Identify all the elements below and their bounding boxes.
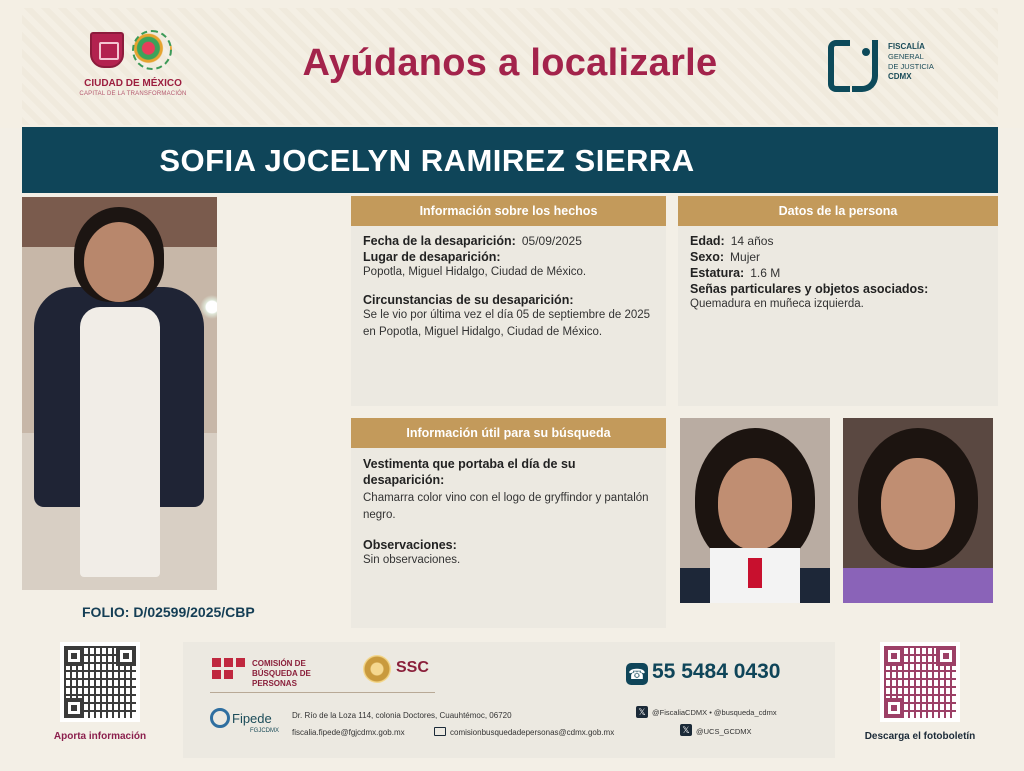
hechos-heading: Información sobre los hechos xyxy=(351,196,666,226)
name-banner xyxy=(22,127,998,193)
fgj-logo-text xyxy=(888,42,998,82)
busqueda-heading: Información útil para su búsqueda xyxy=(351,418,666,448)
circ-label: Circunstancias de su desaparición: xyxy=(363,293,574,307)
social-handles-2[interactable]: @UCS_GCDMX xyxy=(696,727,752,736)
fgj-logo-icon xyxy=(828,40,880,92)
fgj-line3: DE JUSTICIA xyxy=(888,62,934,71)
edad-row xyxy=(690,234,986,248)
fipede-name: Fipede xyxy=(232,711,272,726)
obs-label: Observaciones: xyxy=(363,538,457,552)
x-social-icon: 𝕏 xyxy=(636,706,648,718)
mail-icon xyxy=(434,727,446,736)
qr-code-fotoboletin[interactable] xyxy=(880,642,960,722)
obs-value: Sin observaciones. xyxy=(363,554,461,566)
fgj-line1: FISCALÍA xyxy=(888,42,925,51)
fipede-sub: FGJCDMX xyxy=(250,728,279,734)
hechos-section xyxy=(351,196,666,406)
fecha-label: Fecha de la desaparición: xyxy=(363,234,516,248)
senas-value: Quemadura en muñeca izquierda. xyxy=(690,298,864,310)
sexo-label: Sexo: xyxy=(690,250,725,264)
person-photo-main xyxy=(22,197,217,590)
social-handles-1[interactable]: @FiscaliaCDMX • @busqueda_cdmx xyxy=(652,708,777,717)
busqueda-section xyxy=(351,418,666,628)
cdmx-title: CIUDAD DE MÉXICO xyxy=(84,78,182,89)
ssc-seal-icon xyxy=(363,655,391,683)
edad-label: Edad: xyxy=(690,234,725,248)
phone-icon: ☎ xyxy=(626,663,648,685)
circ-value: Se le vio por última vez el día 05 de septiembre de 2025 en Popotla, Miguel Hidalgo, Ciudad de México. xyxy=(363,309,651,338)
folio-number: FOLIO: D/02599/2025/CBP xyxy=(82,604,255,620)
phone-number[interactable]: 55 5484 0430 xyxy=(652,660,781,683)
cdmx-subtitle: CAPITAL DE LA TRANSFORMACIÓN xyxy=(79,91,187,97)
lugar-value: Popotla, Miguel Hidalgo, Ciudad de México. xyxy=(363,266,587,278)
fecha-value: 05/09/2025 xyxy=(521,234,582,248)
cdmx-shield-icon xyxy=(90,32,124,68)
senas-label: Señas particulares y objetos asociados: xyxy=(690,282,929,296)
fgj-line4: CDMX xyxy=(888,72,912,81)
cbp-name: COMISIÓN DE BÚSQUEDA DE PERSONAS xyxy=(252,659,311,688)
datos-heading: Datos de la persona xyxy=(678,196,998,226)
fipede-logo xyxy=(210,708,286,736)
qr-left-label: Aporta información xyxy=(53,731,147,742)
estatura-row xyxy=(690,266,986,280)
footer-divider xyxy=(210,692,435,693)
vestimenta-value: Chamarra color vino con el logo de gryffindor y pantalón negro. xyxy=(363,492,649,521)
ssc-label: SSC xyxy=(396,659,429,676)
person-name: SOFIA JOCELYN RAMIREZ SIERRA xyxy=(159,143,695,178)
page-title: Ayúdanos a localizarle xyxy=(302,42,718,84)
email-comision[interactable]: comisionbusquedadepersonas@cdmx.gob.mx xyxy=(450,728,615,737)
qr-code-aporta[interactable] xyxy=(60,642,140,722)
fipede-icon xyxy=(210,708,230,728)
address: Dr. Río de la Loza 114, colonia Doctores, Cuauhtémoc, 06720 xyxy=(292,711,512,720)
fgj-line2: GENERAL xyxy=(888,52,924,61)
estatura-value: 1.6 M xyxy=(750,266,781,280)
sexo-value: Mujer xyxy=(730,250,761,264)
sexo-row xyxy=(690,250,986,264)
datos-section xyxy=(678,196,998,406)
email-fipede[interactable]: fiscalia.fipede@fgjcdmx.gob.mx xyxy=(292,728,405,737)
fecha-row xyxy=(363,234,654,248)
lugar-label: Lugar de desaparición: xyxy=(363,250,501,264)
person-photo-2 xyxy=(680,418,830,603)
cdmx-flower-icon xyxy=(132,30,172,70)
x-social-icon-2: 𝕏 xyxy=(680,724,692,736)
qr-right-label: Descarga el fotoboletín xyxy=(864,731,976,742)
vestimenta-label: Vestimenta que portaba el día de su desaparición: xyxy=(363,457,576,487)
edad-value: 14 años xyxy=(730,234,774,248)
estatura-label: Estatura: xyxy=(690,266,745,280)
cbp-logo-icon xyxy=(212,658,246,680)
person-photo-3 xyxy=(843,418,993,603)
cdmx-logo xyxy=(78,28,188,110)
